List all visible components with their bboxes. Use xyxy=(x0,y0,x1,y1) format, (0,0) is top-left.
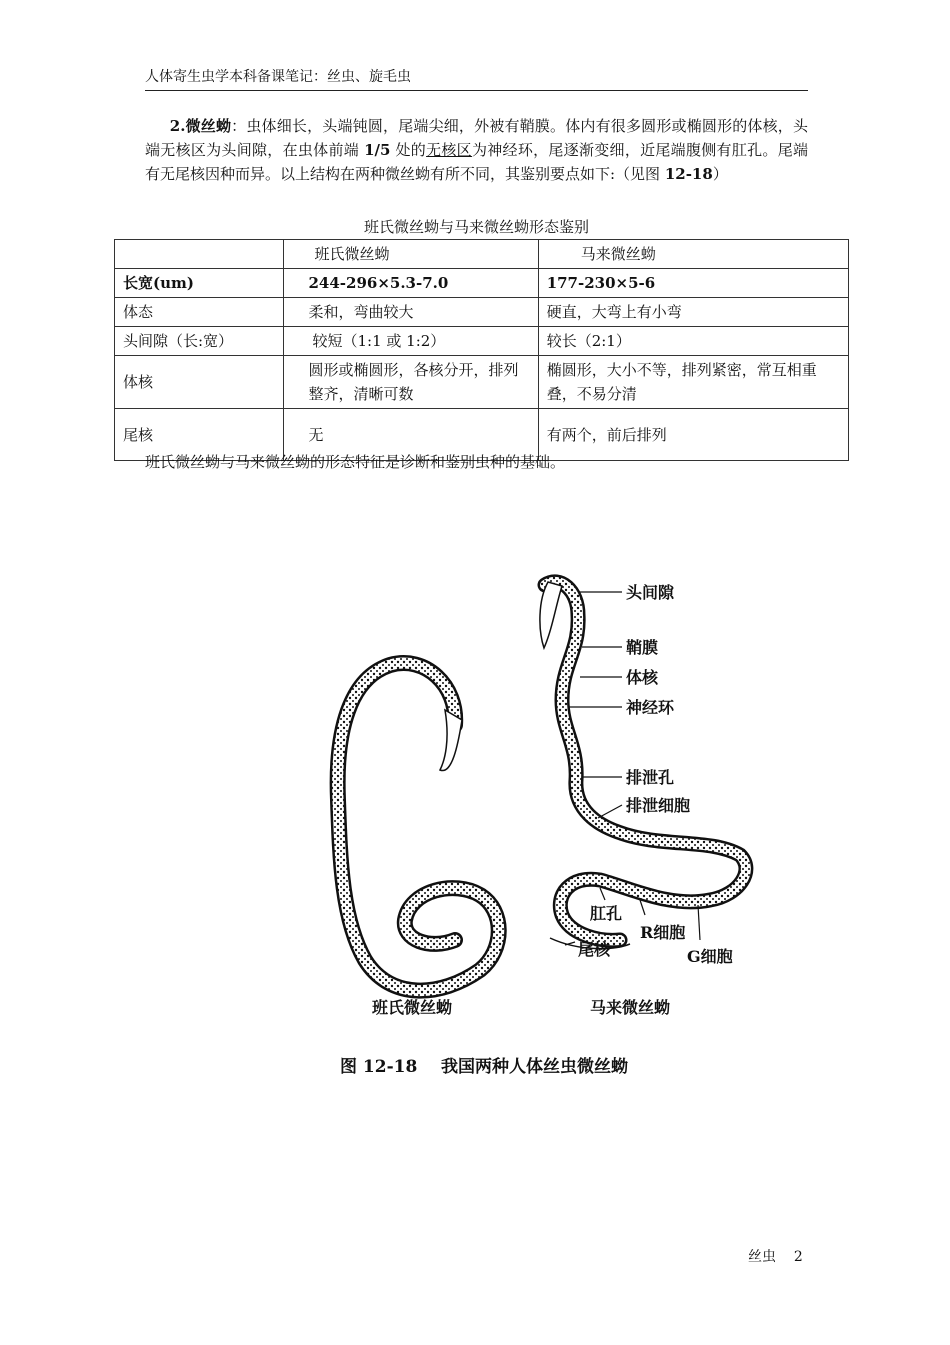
intro-fraction: 1/5 xyxy=(364,141,391,159)
intro-text-2: 处的 xyxy=(390,141,427,159)
table-cell: 头间隙（长:宽） xyxy=(115,327,284,356)
table-header-cell: 班氏微丝蚴 xyxy=(284,240,538,269)
table-caption: 班氏微丝蚴与马来微丝蚴形态鉴别 xyxy=(363,218,589,236)
table-cell: 较长（2:1） xyxy=(538,327,848,356)
label-r-cell: R细胞 xyxy=(640,923,686,942)
table-cell: 尾核 xyxy=(115,409,284,461)
table-row xyxy=(115,327,849,356)
table-header-row xyxy=(115,240,849,269)
intro-text-1: ：虫体细长，头端钝圆，尾端尖细，外被有鞘膜。体内有很多圆形或椭圆形的体核，头端无核区为头间隙，在虫体前端 xyxy=(145,117,808,159)
microfilaria-figure xyxy=(300,570,770,1090)
table-cell: 177-230×5-6 xyxy=(538,269,848,298)
table-cell: 体态 xyxy=(115,298,284,327)
header-rule xyxy=(145,90,808,91)
intro-lead: 2.微丝蚴 xyxy=(169,117,232,135)
table-row xyxy=(115,269,849,298)
footer-page-number: 2 xyxy=(793,1249,803,1265)
table-cell: 柔和，弯曲较大 xyxy=(284,298,538,327)
table-cell: 较短（1:1 或 1:2） xyxy=(284,327,538,356)
label-excretory-cell: 排泄细胞 xyxy=(626,796,691,815)
intro-text-3: 为神经环，尾逐渐变细，近尾端腹侧有肛孔。尾端有无尾核因种而异。以上结构在两种微丝蚴有所不同，其鉴别要点如下:（见图 xyxy=(145,141,808,183)
intro-text-4: ） xyxy=(712,165,728,183)
table-row xyxy=(115,356,849,409)
microfilaria-illustration xyxy=(300,570,770,1090)
table-cell: 有两个，前后排列 xyxy=(538,409,848,461)
label-body-nuclei: 体核 xyxy=(626,668,659,687)
table-cell: 体核 xyxy=(115,356,284,409)
label-sheath: 鞘膜 xyxy=(626,638,659,657)
label-malayan-name: 马来微丝蚴 xyxy=(590,998,671,1017)
table-cell: 无 xyxy=(284,409,538,461)
footer-section: 丝虫 xyxy=(748,1249,776,1265)
table-header-cell xyxy=(115,240,284,269)
page-footer xyxy=(748,1246,803,1266)
label-bancroft-name: 班氏微丝蚴 xyxy=(372,998,453,1017)
label-head-space: 头间隙 xyxy=(626,583,675,602)
label-nerve-ring: 神经环 xyxy=(626,698,675,717)
running-header: 人体寄生虫学本科备课笔记：丝虫、旋毛虫 xyxy=(145,69,411,85)
summary-text: 班氏微丝蚴与马来微丝蚴的形态特征是诊断和鉴别虫种的基础。 xyxy=(145,453,566,471)
table-cell: 244-296×5.3-7.0 xyxy=(284,269,538,298)
table-cell: 椭圆形，大小不等，排列紧密，常互相重叠，不易分清 xyxy=(538,356,848,409)
label-tail-nuclei: 尾核 xyxy=(578,940,611,959)
intro-figure-ref: 12-18 xyxy=(664,165,713,183)
table-cell: 长宽(um) xyxy=(115,269,284,298)
intro-paragraph xyxy=(145,114,808,186)
figure-caption: 图 12-18 我国两种人体丝虫微丝蚴 xyxy=(340,1057,628,1077)
table-header-cell: 马来微丝蚴 xyxy=(538,240,848,269)
malayan-microfilaria xyxy=(540,582,746,949)
table-row xyxy=(115,298,849,327)
comparison-table xyxy=(114,239,849,461)
table-cell: 圆形或椭圆形，各核分开，排列整齐，清晰可数 xyxy=(284,356,538,409)
label-g-cell: G细胞 xyxy=(687,947,733,966)
label-excretory-pore: 排泄孔 xyxy=(626,768,675,787)
bancroft-microfilaria xyxy=(338,663,499,991)
label-anal-pore: 肛孔 xyxy=(590,904,623,923)
table-cell: 硬直，大弯上有小弯 xyxy=(538,298,848,327)
intro-underlined-term: 无核区 xyxy=(426,141,472,159)
